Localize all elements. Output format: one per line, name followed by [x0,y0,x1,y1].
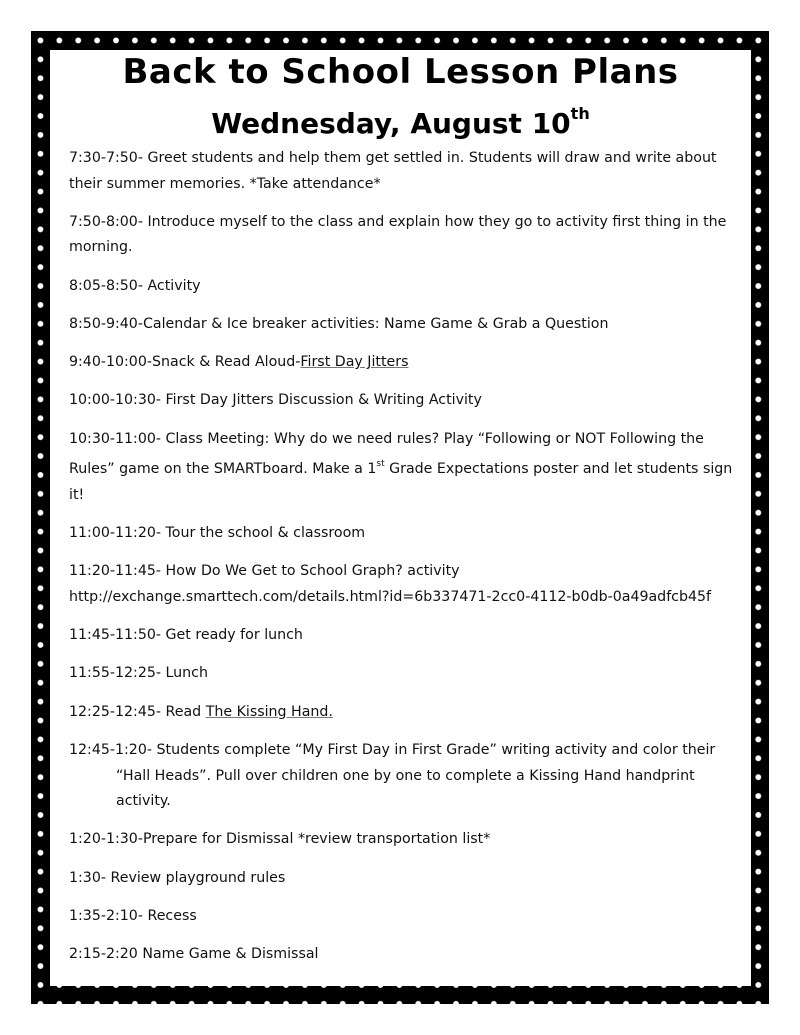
entry-time: 7:30-7:50- [69,150,143,166]
entry-time: 11:45-11:50- [69,627,162,644]
entry-time: 10:00-10:30- [69,392,162,409]
entry-time: 11:20-11:45- [69,563,162,580]
schedule-entry [69,904,737,930]
entry-description: Greet students and help them get settled in. Students will draw and write about their summer memories. *Take attendance* [69,150,717,192]
entry-description: Students complete “My First Day in First Grade” writing activity and color their “Hall Heads”. Pull over children one by one to complete a Kissing Hand handprint activity. [116,742,716,810]
schedule-entry [69,661,737,687]
activity-url: http://exchange.smarttech.com/details.html?id=6b337471-2cc0-4112-b0db-0a49adfcb45f [69,588,712,605]
entry-description: Review playground rules [105,869,286,886]
schedule-entry [69,559,737,610]
entry-description: Read [161,703,206,720]
entry-description: Lunch [161,665,208,682]
entry-time: 1:35-2:10- [69,907,143,924]
entry-description: Tour the school & classroom [161,525,366,542]
page-title: Back to School Lesson Plans [122,52,679,92]
entry-description: Calendar & Ice breaker activities: Name Game & Grab a Question [142,315,609,332]
entry-time: 8:50-9:40- [69,315,143,332]
schedule-entry [69,827,737,853]
entry-description: Class Meeting: Why do we need rules? Play “Following or NOT Following the Rules” game on the SMARTboard. Make a 1 [69,430,704,478]
schedule-list [69,146,737,981]
entry-time: 2:15-2:20 [69,946,138,963]
entry-time: 11:00-11:20- [69,525,162,542]
lesson-plan-page [50,50,751,986]
schedule-entry [69,210,737,261]
entry-description: Snack & Read Aloud- [152,354,301,371]
schedule-entry [69,350,737,376]
entry-time: 1:30- [69,869,106,886]
schedule-entry [69,521,737,547]
schedule-entry [69,700,737,726]
date-text: Wednesday, August 10 [211,107,571,140]
entry-description-continued: Grade Expectations poster and let students sign it! [69,461,733,503]
schedule-entry [69,623,737,649]
entry-description: Prepare for Dismissal *review transportation list* [142,831,491,848]
book-title-first-day-jitters: First Day Jitters [300,354,409,371]
schedule-entry [69,312,737,338]
date-heading [50,96,751,142]
book-title-kissing-hand: The Kissing Hand. [205,703,333,720]
entry-description: Introduce myself to the class and explain how they go to activity first thing in the morning. [69,213,727,256]
entry-description: First Day Jitters Discussion & Writing Activity [161,392,482,409]
entry-description: Get ready for lunch [161,627,303,644]
schedule-entry [69,866,737,892]
date-ordinal-suffix: th [570,104,590,123]
entry-time: 7:50-8:00- [69,213,143,230]
schedule-entry [69,388,737,414]
schedule-entry [69,146,737,197]
entry-time: 1:20-1:30- [69,831,143,848]
schedule-entry [69,738,737,815]
entry-time: 8:05-8:50- [69,277,143,294]
ordinal-suffix: st [376,459,385,470]
entry-time: 10:30-11:00- [69,430,162,447]
schedule-entry [69,942,737,968]
entry-time: 9:40-10:00- [69,354,152,371]
entry-time: 12:45-1:20- [69,742,152,759]
entry-time: 11:55-12:25- [69,665,162,682]
entry-time: 12:25-12:45- [69,703,162,720]
schedule-entry [69,427,737,509]
entry-description: Name Game & Dismissal [137,946,319,963]
entry-description: Activity [142,277,201,294]
entry-description: How Do We Get to School Graph? activity [161,563,460,580]
schedule-entry [69,274,737,300]
entry-description: Recess [142,907,197,924]
